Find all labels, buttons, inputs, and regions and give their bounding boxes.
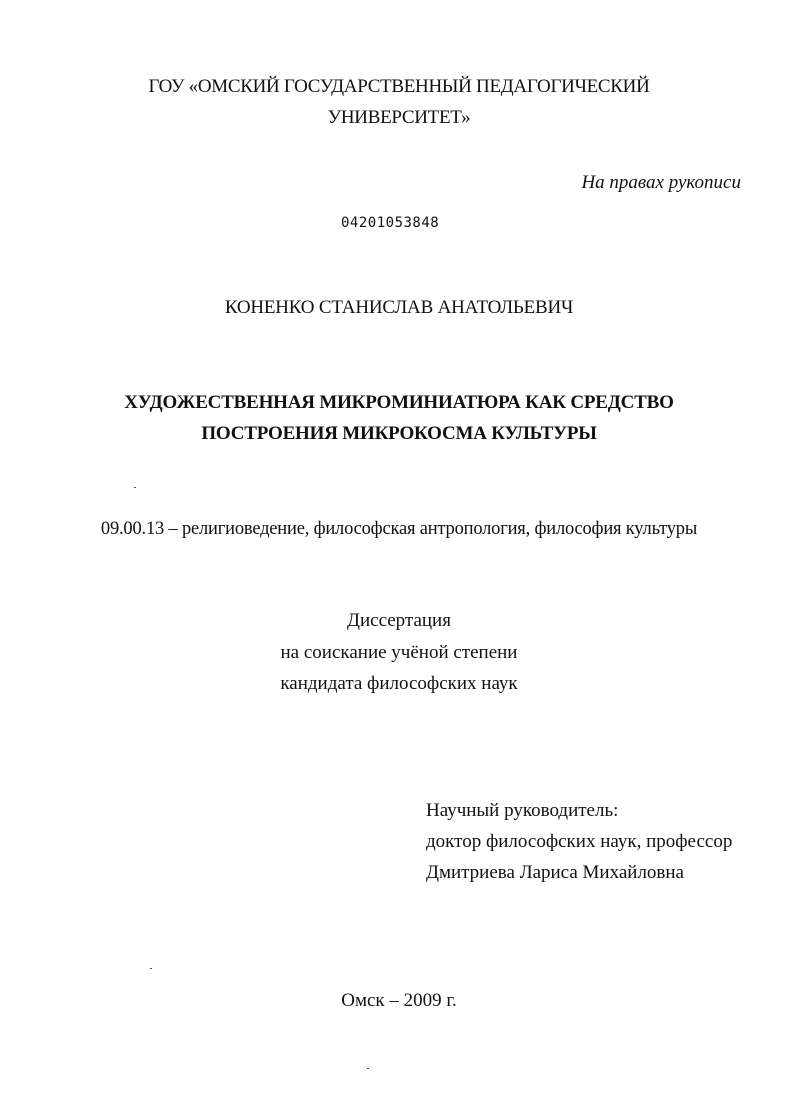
scan-speck: [367, 1068, 369, 1069]
supervisor-label: Научный руководитель:: [426, 800, 619, 821]
dissertation-title-line-1: ХУДОЖЕСТВЕННАЯ МИКРОМИНИАТЮРА КАК СРЕДСТВО: [124, 392, 674, 413]
scan-speck: [134, 487, 136, 488]
supervisor-degree: доктор философских наук, профессор: [426, 831, 733, 852]
specialty-code: 09.00.13 – религиоведение, философская антропология, философия культуры: [100, 519, 698, 539]
manuscript-note: На правах рукописи: [581, 172, 741, 193]
institution-line-1: ГОУ «ОМСКИЙ ГОСУДАРСТВЕННЫЙ ПЕДАГОГИЧЕСКИЙ: [148, 76, 650, 97]
supervisor-name: Дмитриева Лариса Михайловна: [426, 862, 684, 883]
registration-code: 04201053848: [341, 215, 440, 231]
degree-line-2: на соискание учёной степени: [280, 642, 518, 663]
dissertation-title-line-2: ПОСТРОЕНИЯ МИКРОКОСМА КУЛЬТУРЫ: [201, 423, 597, 444]
institution-line-2: УНИВЕРСИТЕТ»: [327, 107, 471, 128]
place-year: Омск – 2009 г.: [341, 990, 457, 1011]
author-name: КОНЕНКО СТАНИСЛАВ АНАТОЛЬЕВИЧ: [224, 297, 574, 318]
degree-line-3: кандидата философских наук: [280, 673, 518, 694]
degree-line-1: Диссертация: [347, 610, 451, 631]
scan-speck: [150, 968, 152, 969]
